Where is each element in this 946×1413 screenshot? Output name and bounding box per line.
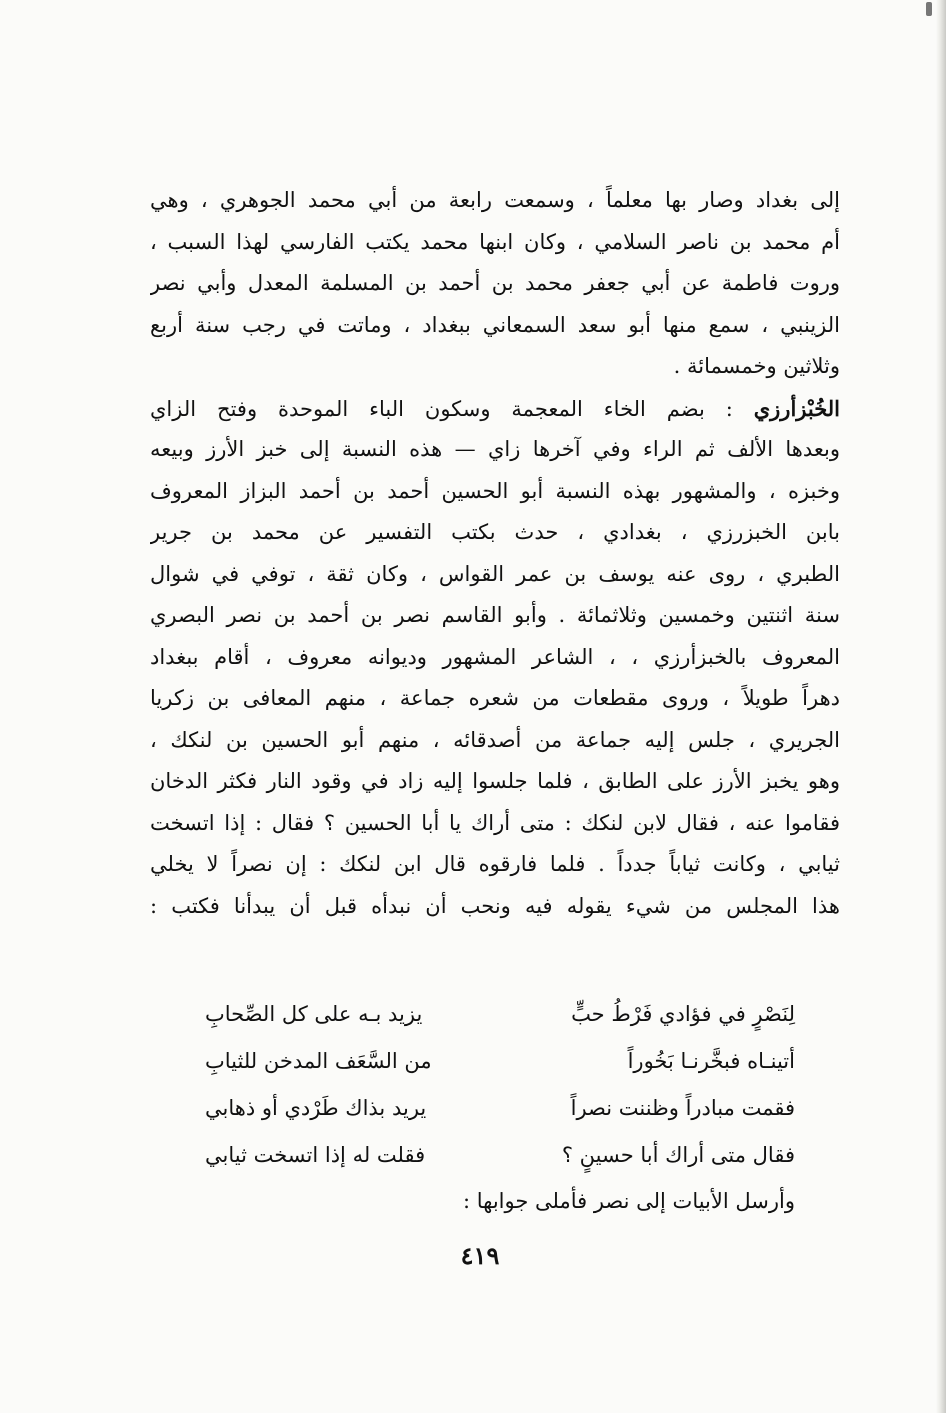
text-line: الطبري ، روى عنه يوسف بن عمر القواس ، وكان ثقة ، توفي في شوال bbox=[150, 561, 840, 586]
verse-line bbox=[205, 1040, 795, 1082]
page-edge-shadow bbox=[936, 0, 946, 1413]
page-number: ٤١٩ bbox=[460, 1241, 500, 1270]
text-line: دهراً طويلاً ، وروى مقطعات من شعره جماعة ، منهم المعافى بن زكريا bbox=[150, 686, 840, 710]
verse-first-hemistich: فقال متى أراك أبا حسينٍ ؟ bbox=[561, 1143, 795, 1167]
verse-first-hemistich: لِنَصْرٍ في فؤادي فَرْطُ حبٍّ bbox=[571, 1002, 795, 1026]
entry-definition: : بضم الخاء المعجمة وسكون الباء الموحدة وفتح الزاي bbox=[150, 396, 754, 421]
body-text bbox=[150, 180, 840, 927]
text-line: بابن الخبزرزي ، بغدادي ، حدث بكتب التفسير عن محمد بن جرير bbox=[150, 520, 840, 544]
verse-second-hemistich: من السَّعَف المدخن للثيابِ bbox=[205, 1049, 432, 1073]
entry-first-line bbox=[150, 388, 840, 430]
text-line: وهو يخبز الأرز على الطابق ، فلما جلسوا إليه زاد في وقود النار فكثر الدخان bbox=[150, 769, 840, 793]
verse-first-hemistich: أتينـاه فبخَّرنـا بَخُوراً bbox=[627, 1049, 795, 1073]
verse-second-hemistich: يريد بذاك طَرْدي أو ذهابي bbox=[205, 1096, 427, 1120]
text-line: وروت فاطمة عن أبي جعفر محمد بن أحمد بن المسلمة المعدل وأبي نصر bbox=[150, 271, 840, 295]
verse-second-hemistich: يزيد بـه على كل الصِّحابِ bbox=[205, 1002, 423, 1026]
text-line: وبعدها الألف ثم الراء وفي آخرها زاي — هذه النسبة إلى خبز الأرز وبيعه bbox=[150, 437, 840, 461]
verse-first-hemistich: فقمت مبادراً وظننت نصراً bbox=[570, 1096, 795, 1120]
verse-line bbox=[205, 993, 795, 1035]
text-line: إلى بغداد وصار بها معلماً ، وسمعت رابعة من أبي محمد الجوهري ، وهي bbox=[150, 188, 840, 212]
verse-line bbox=[205, 1134, 795, 1176]
text-line: الجريري ، جلس إليه جماعة من أصدقائه ، منهم أبو الحسين بن لنكك ، bbox=[150, 727, 840, 752]
text-line: فقاموا عنه ، فقال لابن لنكك : متى أراك يا أبا الحسين ؟ فقال : إذا اتسخت bbox=[150, 810, 840, 835]
text-line: وثلاثين وخمسمائة . bbox=[673, 354, 840, 378]
text-line: سنة اثنتين وخمسين وثلاثمائة . وأبو القاسم نصر بن أحمد بن نصر البصري bbox=[150, 603, 840, 627]
text-line: أم محمد بن ناصر السلامي ، وكان ابنها محمد يكتب الفارسي لهذا السبب ، bbox=[150, 229, 840, 254]
scan-mark bbox=[926, 2, 932, 16]
verse-line bbox=[205, 1087, 795, 1129]
text-line: ثيابي ، وكانت ثياباً جدداً . فلما فارقوه قال ابن لنكك : إن نصراً لا يخلي bbox=[150, 852, 840, 876]
entry-headword: الخُبْزأرزي bbox=[753, 395, 840, 421]
closing-line: وأرسل الأبيات إلى نصر فأملى جوابها : bbox=[462, 1189, 795, 1213]
text-line: الزينبي ، سمع منها أبو سعد السمعاني ببغداد ، وماتت في رجب سنة أربع bbox=[150, 312, 840, 337]
verse-second-hemistich: فقلت له إذا اتسخت ثيابي bbox=[205, 1143, 426, 1167]
text-line: المعروف بالخبزأرزي ، ، الشاعر المشهور وديوانه معروف ، أقام ببغداد bbox=[150, 644, 840, 669]
text-line: وخبزه ، والمشهور بهذه النسبة أبو الحسين أحمد بن أحمد البزاز المعروف bbox=[150, 478, 840, 503]
text-line: هذا المجلس من شيء يقوله فيه ونحب أن نبدأه قبل أن يبدأنا فكتب : bbox=[150, 893, 840, 918]
